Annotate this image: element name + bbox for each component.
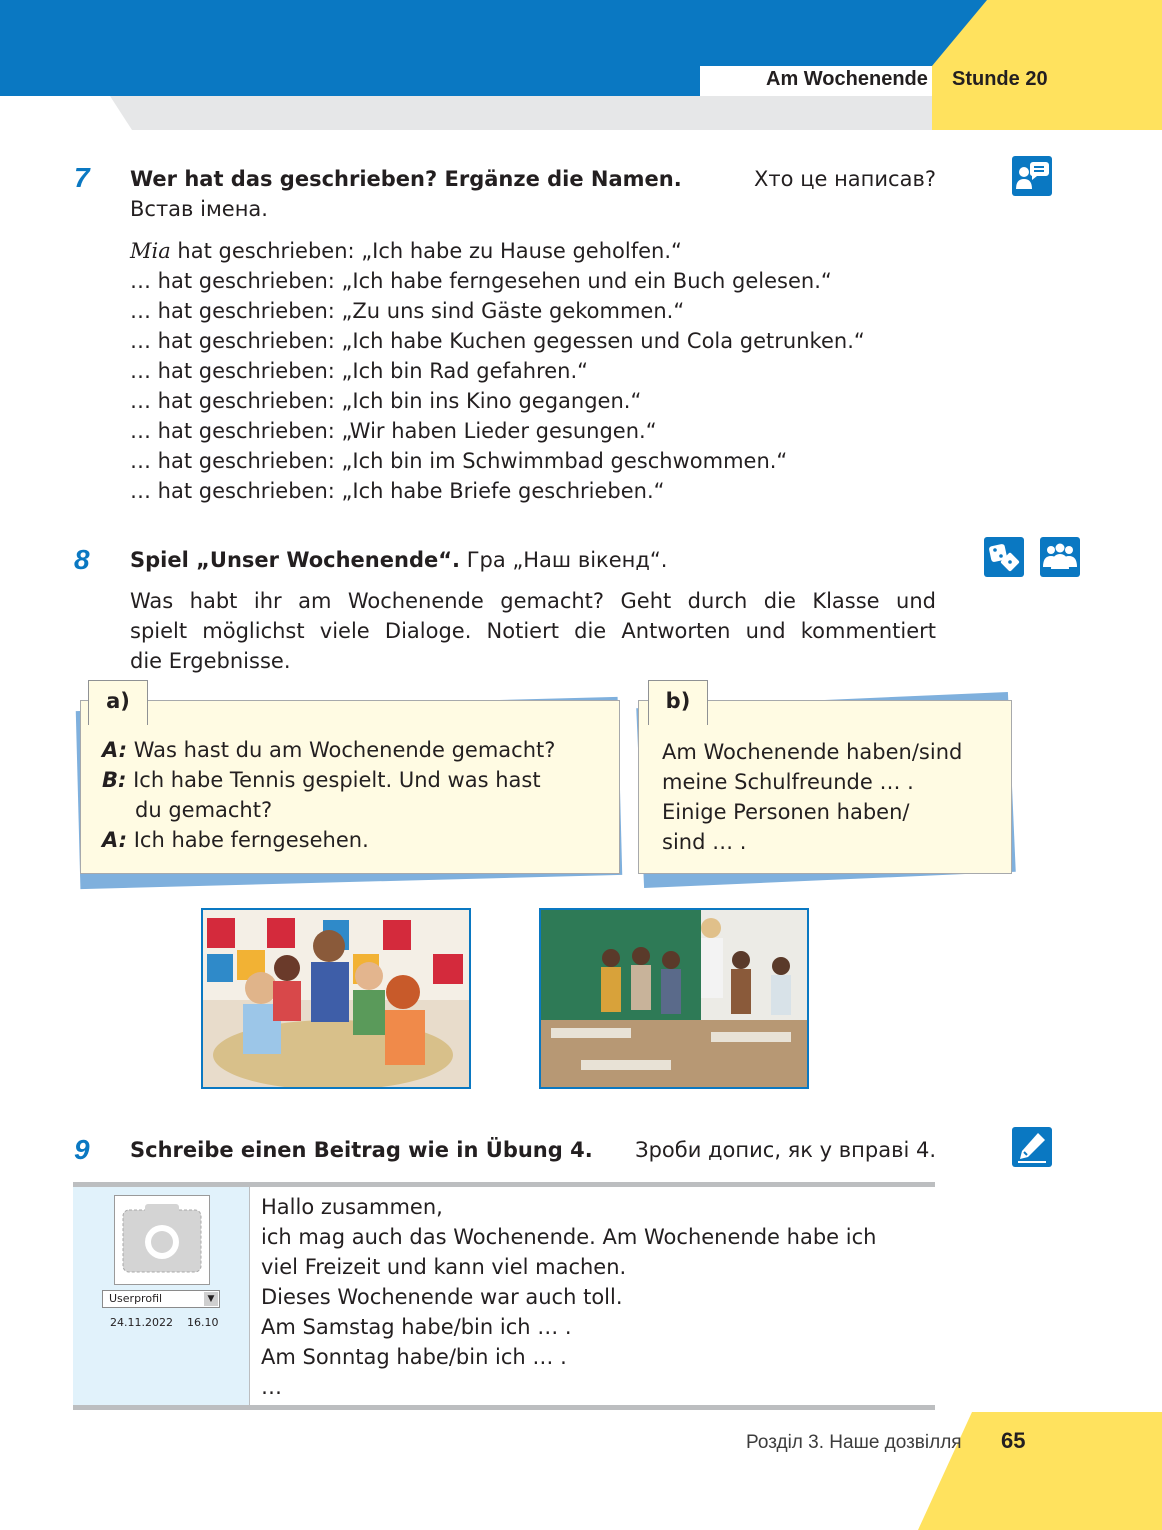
photo-classroom xyxy=(539,908,809,1089)
chevron-down-icon[interactable]: ▼ xyxy=(204,1292,218,1306)
task-8-title-de: Spiel „Unser Wochenende“. xyxy=(130,548,461,572)
task-7-title xyxy=(130,164,936,224)
profile-divider xyxy=(249,1187,250,1405)
task-7-line: … hat geschrieben: „Ich bin ins Kino gegangen.“ xyxy=(130,389,642,413)
post-bottom-rule xyxy=(73,1405,935,1410)
task-7-line: … hat geschrieben: „Ich habe Briefe geschrieben.“ xyxy=(130,479,665,503)
task-7-line: … hat geschrieben: „Ich bin im Schwimmbad geschwommen.“ xyxy=(130,449,788,473)
box-a-tab: a) xyxy=(88,680,148,725)
task-8-title-uk: Гра „Наш вікенд“. xyxy=(466,548,668,572)
post-date: 24.11.2022 xyxy=(110,1316,173,1329)
task-9-number: 9 xyxy=(74,1134,90,1165)
header-grey-band xyxy=(110,96,935,130)
profile-select[interactable] xyxy=(102,1290,220,1308)
box-b-tab: b) xyxy=(648,680,708,725)
task-7-line: … hat geschrieben: „Wir haben Lieder gesungen.“ xyxy=(130,419,657,443)
game-dice-icon xyxy=(984,537,1024,577)
header-topic: Am Wochenende xyxy=(766,68,928,90)
task-7-line: … hat geschrieben: „Ich habe Kuchen gegessen und Cola getrunken.“ xyxy=(130,329,865,353)
header-lesson: Stunde 20 xyxy=(952,68,1048,90)
group-icon xyxy=(1040,537,1080,577)
footer-yellow-corner xyxy=(918,1412,1162,1530)
task-9-title xyxy=(130,1135,936,1165)
task-7-example-name: Mia xyxy=(130,239,171,263)
post-time: 16.10 xyxy=(187,1316,219,1329)
task-7-line: … hat geschrieben: „Ich habe ferngesehen und ein Buch gelesen.“ xyxy=(130,269,832,293)
task-7-line: … hat geschrieben: „Zu uns sind Gäste gekommen.“ xyxy=(130,299,685,323)
footer-chapter: Розділ 3. Наше дозвілля xyxy=(746,1432,962,1453)
dialogue-b-text: Am Wochenende haben/sind meine Schulfreunde … . Einige Personen haben/ sind … . xyxy=(662,740,963,854)
task-7-number: 7 xyxy=(74,162,90,193)
task-9-title-de: Schreibe einen Beitrag wie in Übung 4. xyxy=(130,1138,593,1162)
speech-person-icon xyxy=(1012,156,1052,196)
profile-select-label: Userprofil xyxy=(109,1292,163,1305)
page-number: 65 xyxy=(1001,1428,1026,1453)
dialogue-a-text: A: Was hast du am Wochenende gemacht? B: Ich habe Tennis gespielt. Und was hast du gemacht? A: Ich habe ferngesehen. xyxy=(102,738,556,852)
photo-kids-at-table xyxy=(201,908,471,1089)
camera-placeholder-icon[interactable] xyxy=(114,1195,210,1285)
task-8-number: 8 xyxy=(74,544,90,575)
task-9-title-uk: Зроби допис, як у вправі 4. xyxy=(635,1138,936,1162)
task-7-title-uk-1: Хто це написав? xyxy=(754,167,936,191)
task-7-line: … hat geschrieben: „Ich bin Rad gefahren.“ xyxy=(130,359,589,383)
task-7-title-uk-2: Встав імена. xyxy=(130,197,268,221)
post-text: Hallo zusammen, ich mag auch das Wochenende. Am Wochenende habe ich viel Freizeit und kann viel machen. Dieses Wochenende war auch toll. Am Samstag habe/bin ich … . Am Sonntag habe/bin ich … . … xyxy=(261,1195,877,1399)
pencil-write-icon xyxy=(1012,1127,1052,1167)
task-8-title xyxy=(130,545,667,575)
task-7-lines xyxy=(130,236,865,506)
task-7-title-de: Wer hat das geschrieben? Ergänze die Namen. xyxy=(130,167,682,191)
task-7-line-1: Mia hat geschrieben: „Ich habe zu Hause geholfen.“ xyxy=(130,239,682,263)
task-8-instructions: Was habt ihr am Wochenende gemacht? Geht durch die Klasse und spielt möglichst viele Dialoge. Notiert die Antworten und kommentiert die Ergebnisse. xyxy=(130,589,936,673)
